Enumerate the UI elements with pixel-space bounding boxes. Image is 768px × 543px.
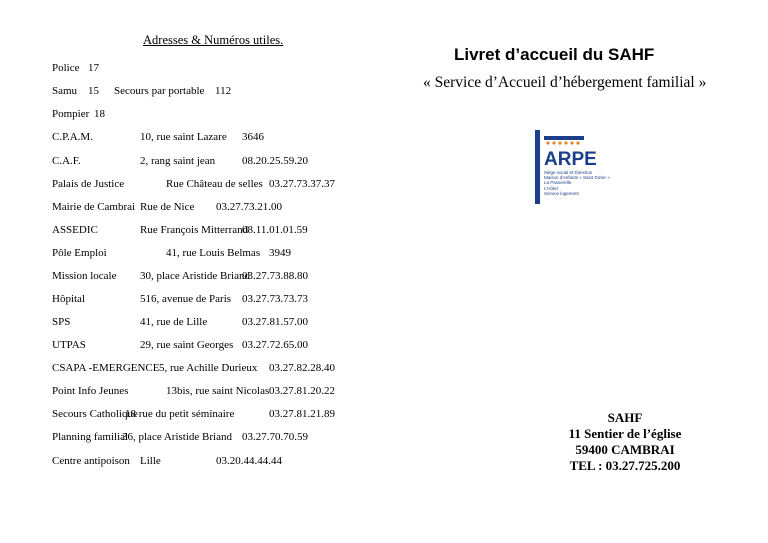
logo-top-band [544, 136, 584, 140]
entry-palais-justice-name: Palais de Justice [52, 178, 125, 190]
logo-caption-line: L’Hôtel [544, 185, 558, 191]
entry-mission-locale-address: 30, place Aristide Briand [140, 270, 250, 282]
entry-point-info-name: Point Info Jeunes [52, 385, 129, 397]
entry-secours-catholique-address: 18 rue du petit séminaire [125, 408, 235, 420]
entry-utpas-number: 03.27.72.65.00 [242, 339, 308, 351]
entry-antipoison-address: Lille [140, 455, 161, 467]
booklet-subtitle: « Service d’Accueil d’hébergement familial » [423, 74, 707, 91]
page-title: Adresses & Numéros utiles. [143, 33, 284, 47]
logo-text: ARPE [544, 149, 597, 170]
entry-palais-justice-address: Rue Château de selles [166, 178, 263, 190]
entry-police-name: Police [52, 62, 80, 74]
logo-caption-line: La Passerelle [544, 180, 572, 186]
logo-bar [535, 130, 540, 204]
entry-pompier-name: Pompier [52, 108, 90, 120]
entry-utpas-address: 29, rue saint Georges [140, 339, 234, 351]
entry-pole-emploi-name: Pôle Emploi [52, 247, 107, 259]
entry-hopital-name: Hôpital [52, 293, 85, 305]
entry-samu-name: Samu [52, 85, 78, 97]
entry-mairie-number: 03.27.73.21.00 [216, 201, 282, 213]
footer-street: 11 Sentier de l’église [568, 426, 682, 441]
entry-pole-emploi-number: 3949 [269, 247, 291, 259]
entry-antipoison-name: Centre antipoison [52, 455, 130, 467]
entry-cpam-name: C.P.A.M. [52, 131, 93, 143]
entry-samu-number: 15 [88, 85, 99, 97]
entry-point-info-address: 13bis, rue saint Nicolas [166, 385, 270, 397]
entry-mairie-address: Rue de Nice [140, 201, 195, 213]
entry-cpam-number: 3646 [242, 131, 264, 143]
entry-mairie-name: Mairie de Cambrai [52, 201, 136, 213]
entry-csapa-address: 5, rue Achille Durieux [159, 362, 258, 374]
footer-name: SAHF [607, 410, 643, 425]
footer-city: 59400 CAMBRAI [575, 442, 675, 457]
entry-sps-address: 41, rue de Lille [140, 316, 208, 328]
logo-caption [544, 170, 610, 196]
entry-sps-number: 03.27.81.57.00 [242, 316, 308, 328]
entry-hopital-address: 516, avenue de Paris [140, 293, 232, 305]
entry-caf-number: 08.20.25.59.20 [242, 155, 308, 167]
entry-planning-name: Planning familial [52, 431, 129, 443]
entry-secours-catholique-name: Secours Catholique [52, 408, 138, 420]
entry-csapa-name: CSAPA -EMERGENCE [52, 362, 160, 374]
booklet-title: Livret d’accueil du SAHF [454, 45, 655, 64]
entry-secours-portable-number: 112 [215, 85, 232, 97]
address-block [540, 410, 710, 474]
logo-caption-line: Service logement [544, 190, 579, 196]
entry-assedic-name: ASSEDIC [52, 224, 98, 236]
entry-antipoison-number: 03.20.44.44.44 [216, 455, 282, 467]
entry-sps-name: SPS [52, 316, 71, 328]
entry-hopital-number: 03.27.73.73.73 [242, 293, 308, 305]
entry-planning-address: 36, place Aristide Briand [122, 431, 232, 443]
entry-assedic-address: Rue François Mitterrand [140, 224, 249, 236]
entry-caf-address: 2, rang saint jean [140, 155, 216, 167]
entry-secours-portable-name: Secours par portable [114, 85, 205, 97]
entry-mission-locale-name: Mission locale [52, 270, 117, 282]
arpe-logo [532, 128, 642, 208]
entry-point-info-number: 03.27.81.20.22 [269, 385, 335, 397]
entry-palais-justice-number: 03.27.73.37.37 [269, 178, 335, 190]
entry-csapa-number: 03.27.82.28.40 [269, 362, 335, 374]
logo-caption-line: Maison d’enfants « Saint Dizier » [544, 175, 610, 181]
entry-pompier-number: 18 [94, 108, 105, 120]
entry-mission-locale-number: 03.27.73.88.80 [242, 270, 308, 282]
entry-caf-name: C.A.F. [52, 155, 81, 167]
logo-caption-line: Siège social et Direction [544, 170, 593, 175]
entry-police-number: 17 [88, 62, 99, 74]
footer-tel: TEL : 03.27.725.200 [569, 458, 681, 473]
entry-pole-emploi-address: 41, rue Louis Belmas [166, 247, 261, 259]
entry-secours-catholique-number: 03.27.81.21.89 [269, 408, 335, 420]
entry-utpas-name: UTPAS [52, 339, 86, 351]
entry-planning-number: 03.27.70.70.59 [242, 431, 308, 443]
entry-assedic-number: 08.11.01.01.59 [242, 224, 308, 236]
entry-cpam-address: 10, rue saint Lazare [140, 131, 227, 143]
